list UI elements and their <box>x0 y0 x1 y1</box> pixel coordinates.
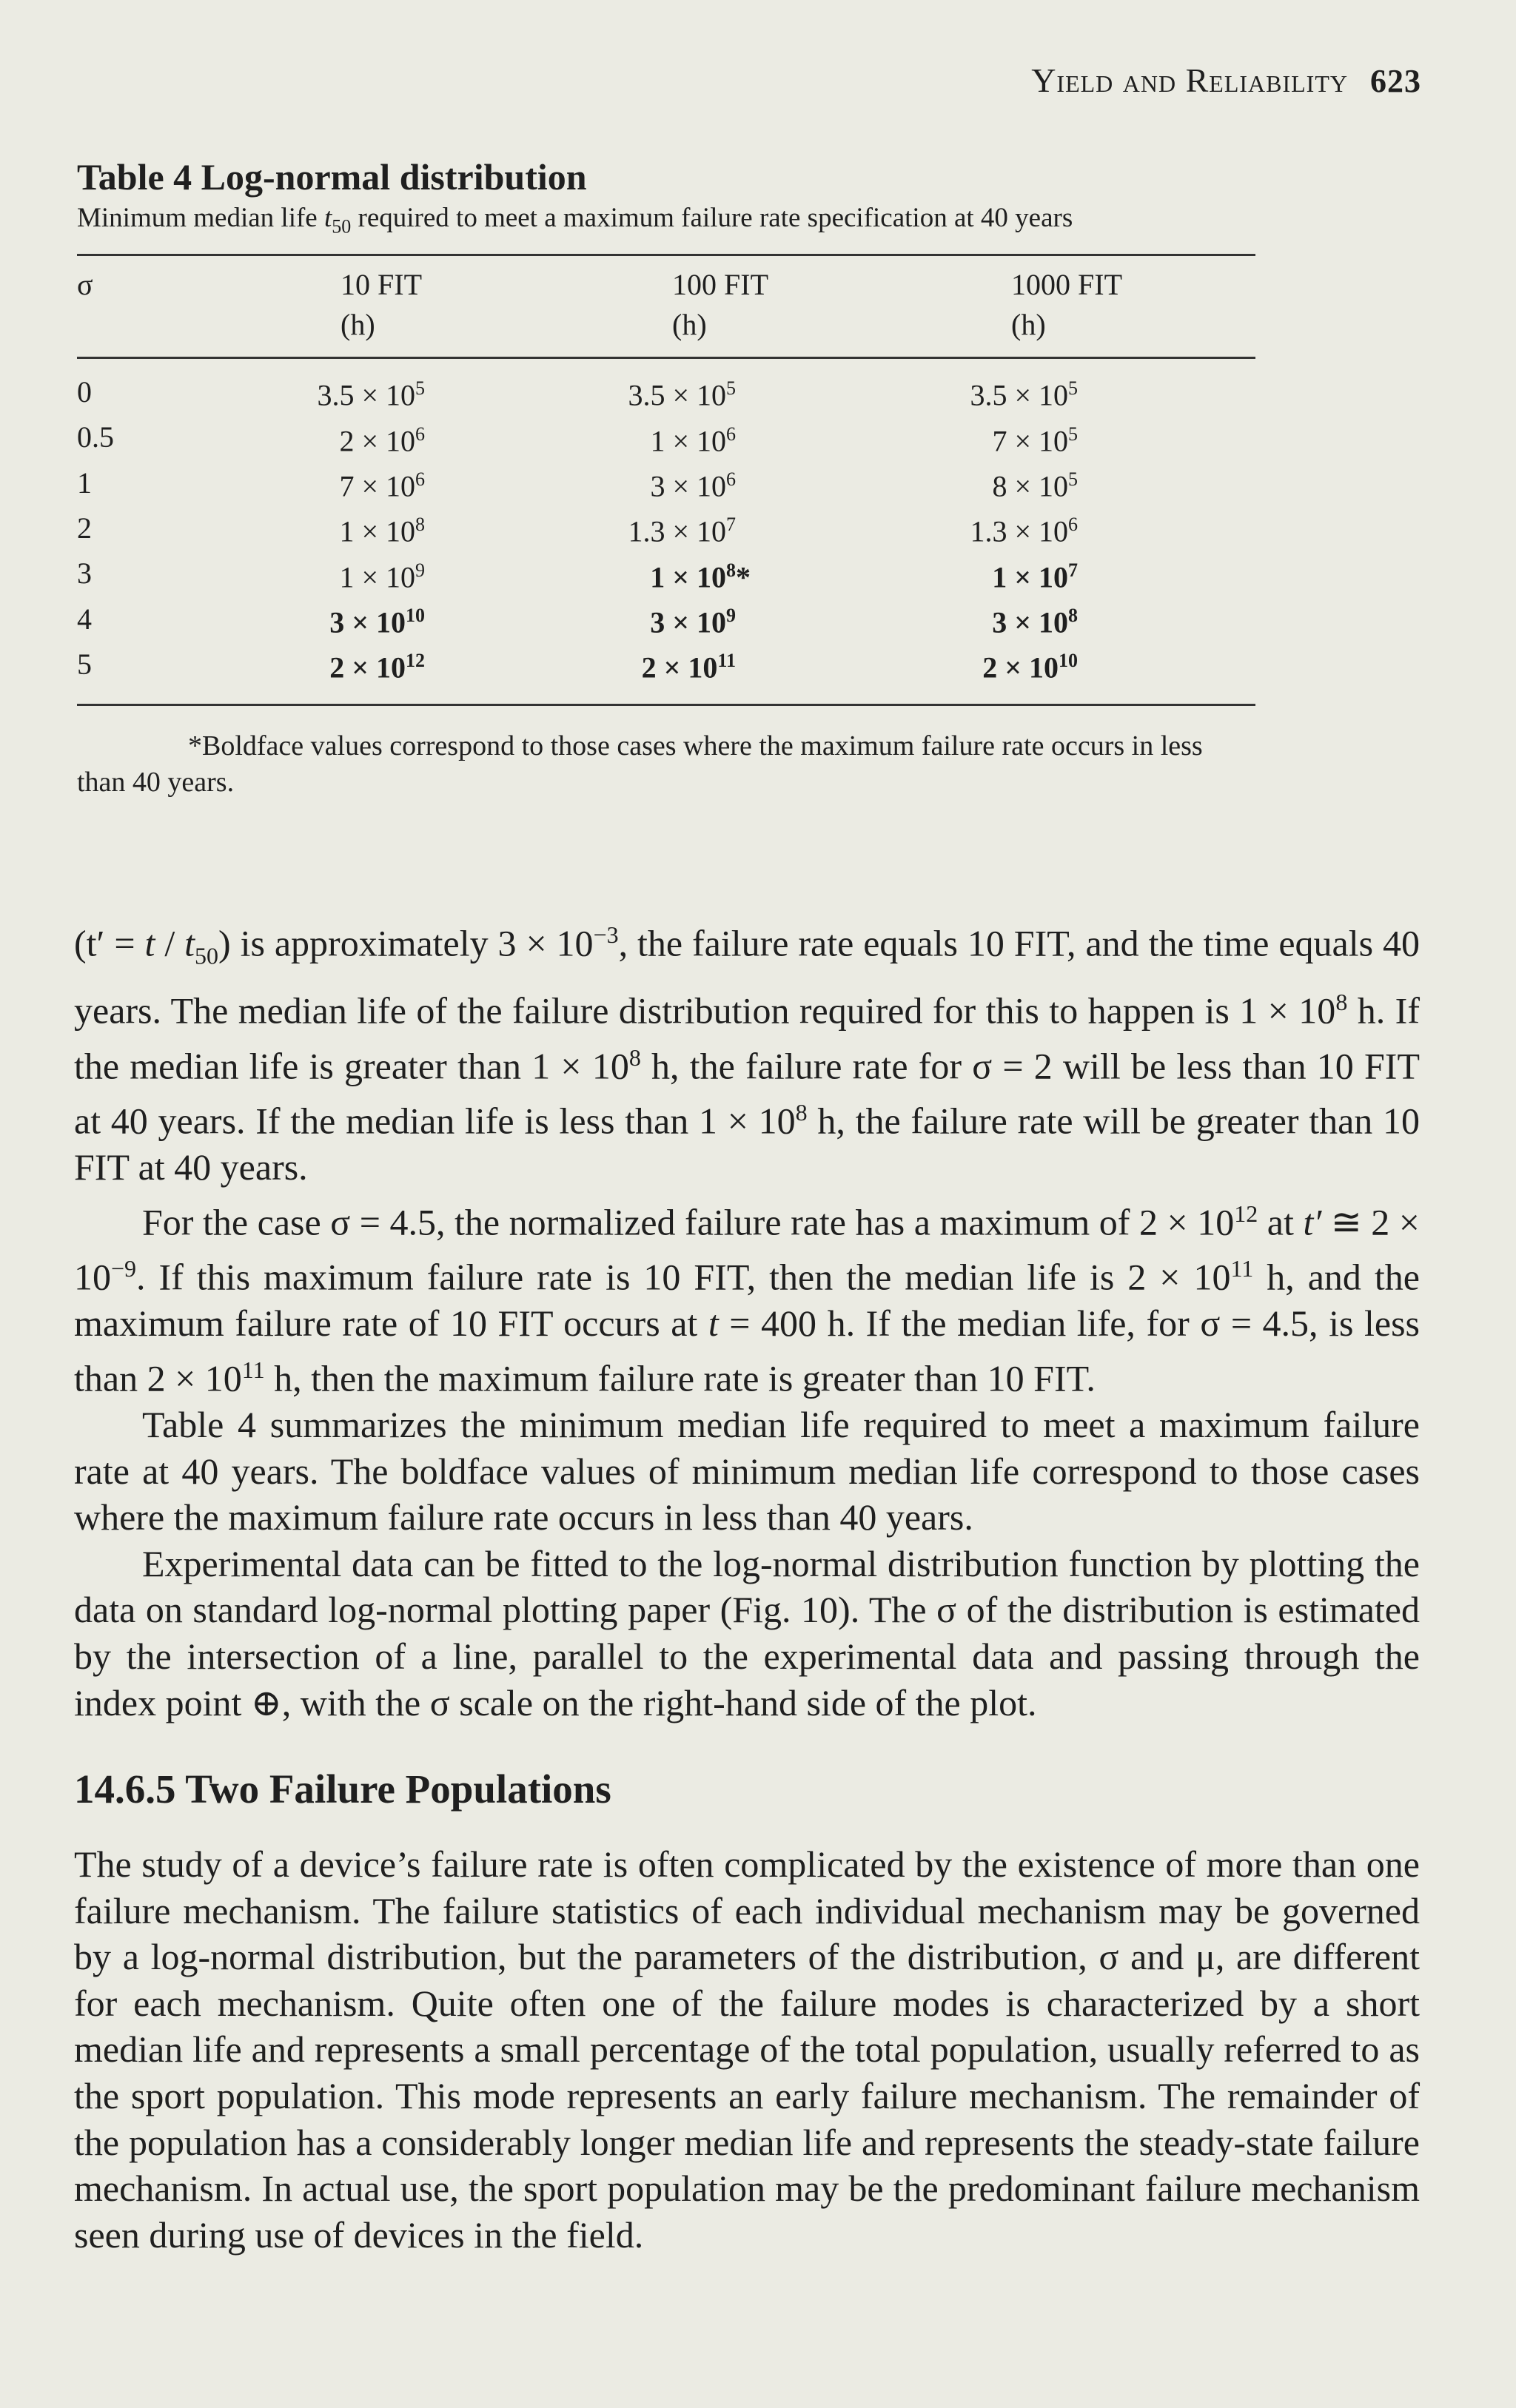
mantissa: 1 × 10 <box>650 560 726 594</box>
cell-100-fit-value <box>592 369 736 414</box>
exponent: 9 <box>726 605 736 627</box>
header-sigma <box>77 265 253 345</box>
text-run: h, the failure rate for σ = 2 will be less than 10 FIT at 40 years. If the median life is less than 1 × 10 <box>74 1045 1421 1142</box>
text-run: −3 <box>593 921 619 948</box>
footnote-text: *Boldface values correspond to those cases where the maximum failure rate occurs in less than 40 years. <box>77 730 1203 798</box>
text-run: = <box>114 922 145 964</box>
exponent: 5 <box>1068 377 1078 400</box>
body-paragraph <box>74 912 1420 1191</box>
text-run: 11 <box>1230 1254 1254 1282</box>
text-run: t <box>184 922 195 964</box>
cell-100-fit <box>592 415 931 460</box>
cell-10-fit <box>253 415 592 460</box>
text-run: Table 4 summarizes the minimum median life required to meet a maximum failure rate at 40 years. The boldface values of minimum median life correspond to those cases where the maximum failure rate occurs in less than 40 years. <box>74 1403 1420 1538</box>
mantissa: 3 × 10 <box>992 605 1068 639</box>
text-run: 8 <box>1335 989 1348 1016</box>
mantissa: 2 × 10 <box>641 650 718 685</box>
exponent: 6 <box>726 468 736 491</box>
mantissa: 3 × 10 <box>329 605 406 639</box>
exponent: 10 <box>1059 650 1078 672</box>
header-100-fit-unit: (h) <box>672 308 707 342</box>
table-body <box>77 369 1255 687</box>
text-run: 11 <box>241 1356 265 1383</box>
cell-10-fit <box>253 460 592 505</box>
table-block <box>77 157 1255 801</box>
cell-1000-fit-value <box>931 505 1078 551</box>
text-run: 8 <box>795 1098 808 1126</box>
exponent: 8 <box>415 514 425 536</box>
distribution-table-body <box>77 369 1255 687</box>
mantissa: 1 × 10 <box>992 560 1068 594</box>
cell-100-fit-value <box>592 415 736 460</box>
mantissa: 3 × 10 <box>650 469 726 503</box>
cell-sigma: 0 <box>77 375 92 409</box>
table-title: Table 4 Log-normal distribution <box>77 156 587 198</box>
cell-1000-fit <box>931 415 1255 460</box>
text-run: For the case σ = 4.5, the normalized failure rate has a maximum of 2 × 10 <box>142 1201 1235 1243</box>
header-1000-fit <box>931 265 1255 345</box>
exponent: 11 <box>717 650 736 672</box>
text-run: = 400 h. If the median life, for σ = 4.5, is less than 2 × 10 <box>74 1302 1420 1399</box>
page-number: 623 <box>1370 63 1421 99</box>
cell-10-fit <box>253 505 592 551</box>
cell-10-fit-value <box>253 551 425 596</box>
mantissa: 2 × 10 <box>339 424 415 458</box>
text-run: h. If the median life is greater than 1 × 10 <box>74 989 1420 1087</box>
text-run: h, then the maximum failure rate is greater than 10 FIT. <box>264 1357 1096 1399</box>
caption-text-start: Minimum median life <box>77 203 324 233</box>
cell-1000-fit <box>931 369 1255 414</box>
section-body <box>74 1841 1420 2258</box>
header-1000-fit-label: 1000 FIT <box>1011 268 1122 302</box>
cell-100-fit <box>592 369 931 414</box>
exponent: 6 <box>726 423 736 445</box>
running-head-title: Yield and Reliability <box>1031 61 1348 99</box>
text-run: t <box>708 1302 719 1345</box>
table-header-row <box>77 265 1255 345</box>
cell-100-fit <box>592 551 931 596</box>
cell-10-fit-value <box>253 642 425 687</box>
cell-1000-fit-value <box>931 460 1078 505</box>
text-run: (t′ <box>74 922 115 964</box>
exponent: 7 <box>1068 559 1078 581</box>
cell-1000-fit <box>931 551 1255 596</box>
cell-sigma: 2 <box>77 511 92 545</box>
exponent: 6 <box>415 423 425 445</box>
header-1000-fit-unit: (h) <box>1011 308 1046 342</box>
caption-subscript: 50 <box>332 215 352 238</box>
cell-100-fit <box>592 642 931 687</box>
mantissa: 3.5 × 10 <box>317 378 415 412</box>
text-run: t <box>144 922 155 964</box>
cell-100-fit-value <box>592 596 736 642</box>
cell-10-fit <box>253 596 592 642</box>
exponent: 10 <box>406 605 425 627</box>
exponent: 5 <box>1068 468 1078 491</box>
mantissa: 1 × 10 <box>650 424 726 458</box>
table-row <box>77 551 1255 596</box>
cell-10-fit-value <box>253 596 425 642</box>
cell-100-fit-value <box>592 505 736 551</box>
exponent: 9 <box>415 559 425 581</box>
mantissa: 3.5 × 10 <box>628 378 726 412</box>
cell-1000-fit-value <box>931 642 1078 687</box>
cell-1000-fit <box>931 505 1255 551</box>
table-bottom-rule <box>77 704 1255 706</box>
cell-100-fit-value <box>592 551 736 596</box>
body-text <box>74 912 1420 1726</box>
text-run: h, and the maximum failure rate of 10 FIT occurs at <box>74 1256 1420 1345</box>
table-footnote <box>77 728 1255 801</box>
text-run: 8 <box>628 1043 641 1071</box>
mantissa: 1.3 × 10 <box>970 514 1068 548</box>
header-10-fit-label: 10 FIT <box>341 268 422 302</box>
table-caption <box>77 202 1255 238</box>
caption-text-end: required to meet a maximum failure rate specification at 40 years <box>351 203 1073 233</box>
mantissa: 1.3 × 10 <box>628 514 726 548</box>
text-run: ) is approximately 3 × 10 <box>218 922 594 964</box>
text-run: 50 <box>195 942 219 969</box>
cell-1000-fit <box>931 596 1255 642</box>
body-paragraph <box>74 1402 1420 1541</box>
header-10-fit <box>253 265 592 345</box>
header-100-fit <box>592 265 931 345</box>
text-run: −9 <box>111 1254 137 1282</box>
cell-100-fit-value <box>592 460 736 505</box>
mantissa: 3.5 × 10 <box>970 378 1068 412</box>
cell-sigma: 4 <box>77 602 92 636</box>
text-run: / <box>155 922 185 964</box>
table-row <box>77 460 1255 505</box>
mantissa: 1 × 10 <box>339 514 415 548</box>
cell-10-fit <box>253 642 592 687</box>
mantissa: 3 × 10 <box>650 605 726 639</box>
cell-10-fit-value <box>253 505 425 551</box>
exponent: 6 <box>1068 514 1078 536</box>
text-run: , the failure rate equals 10 FIT, and the time equals 40 years. The median life of the failure distribution required for this to happen is 1 × 10 <box>74 922 1420 1032</box>
cell-sigma: 3 <box>77 556 92 591</box>
cell-10-fit-value <box>253 460 425 505</box>
table-row <box>77 596 1255 642</box>
header-100-fit-label: 100 FIT <box>672 268 768 302</box>
cell-10-fit-value <box>253 415 425 460</box>
cell-10-fit-value <box>253 369 425 414</box>
text-run: 12 <box>1234 1200 1258 1227</box>
mantissa: 7 × 10 <box>992 424 1068 458</box>
mantissa: 8 × 10 <box>992 469 1068 503</box>
text-run: Experimental data can be fitted to the log-normal distribution function by plotting the data on standard log-normal plotting paper (Fig. 10). The σ of the distribution is estimated by the intersection of a line, parallel to the experimental data and passing through the index point ⊕, with the σ scale on the right-hand side of the plot. <box>74 1542 1420 1723</box>
cell-1000-fit <box>931 642 1255 687</box>
text-run: ≅ 2 × 10 <box>74 1201 1421 1298</box>
cell-1000-fit-value <box>931 596 1078 642</box>
table-row <box>77 415 1255 460</box>
cell-100-fit <box>592 596 931 642</box>
cell-10-fit <box>253 369 592 414</box>
body-paragraph <box>74 1191 1420 1402</box>
exponent: 7 <box>726 514 736 536</box>
cell-sigma: 0.5 <box>77 420 114 454</box>
body-paragraph <box>74 1541 1420 1726</box>
cell-1000-fit-value <box>931 551 1078 596</box>
cell-sigma: 1 <box>77 465 92 500</box>
header-sigma-label: σ <box>77 268 93 302</box>
footnote-marker: * <box>736 560 751 594</box>
exponent: 5 <box>415 377 425 400</box>
exponent: 8 <box>1068 605 1078 627</box>
mantissa: 1 × 10 <box>339 560 415 594</box>
caption-variable: t <box>323 203 332 233</box>
exponent: 5 <box>726 377 736 400</box>
text-run: . If this maximum failure rate is 10 FIT, then the median life is 2 × 10 <box>136 1256 1231 1298</box>
text-run: h, the failure rate will be greater than 10 FIT at 40 years. <box>74 1100 1421 1188</box>
mantissa: 7 × 10 <box>339 469 415 503</box>
cell-sigma: 5 <box>77 648 92 682</box>
cell-100-fit-value <box>592 642 736 687</box>
cell-100-fit <box>592 505 931 551</box>
exponent: 8 <box>726 559 736 581</box>
table-header-rule <box>77 357 1255 359</box>
cell-1000-fit <box>931 460 1255 505</box>
exponent: 12 <box>406 650 425 672</box>
table-row <box>77 505 1255 551</box>
mantissa: 2 × 10 <box>982 650 1059 685</box>
cell-100-fit <box>592 460 931 505</box>
mantissa: 2 × 10 <box>329 650 406 685</box>
table-row <box>77 369 1255 414</box>
exponent: 5 <box>1068 423 1078 445</box>
table-row <box>77 642 1255 687</box>
cell-1000-fit-value <box>931 415 1078 460</box>
section-heading: 14.6.5 Two Failure Populations <box>74 1766 611 1812</box>
text-run: at <box>1258 1201 1304 1243</box>
cell-1000-fit-value <box>931 369 1078 414</box>
header-10-fit-unit: (h) <box>341 308 375 342</box>
text-run: t′ <box>1303 1201 1322 1243</box>
section-paragraph: The study of a device’s failure rate is often complicated by the existence of more than one failure mechanism. The failure statistics of each individual mechanism may be governed by a log-normal distribution, but the parameters of the distribution, σ and μ, are different for each mechanism. Quite often one of the failure modes is characterized by a short median life and represents a small percentage of the total population, usually referred to as the sport population. This mode represents an early failure mechanism. The remainder of the population has a considerably longer median life and represents the steady-state failure mechanism. In actual use, the sport population may be the predominant failure mechanism seen during use of devices in the field. <box>74 1843 1420 2256</box>
cell-10-fit <box>253 551 592 596</box>
running-head <box>1031 61 1421 100</box>
exponent: 6 <box>415 468 425 491</box>
distribution-table <box>77 265 1255 345</box>
table-top-rule <box>77 254 1255 256</box>
